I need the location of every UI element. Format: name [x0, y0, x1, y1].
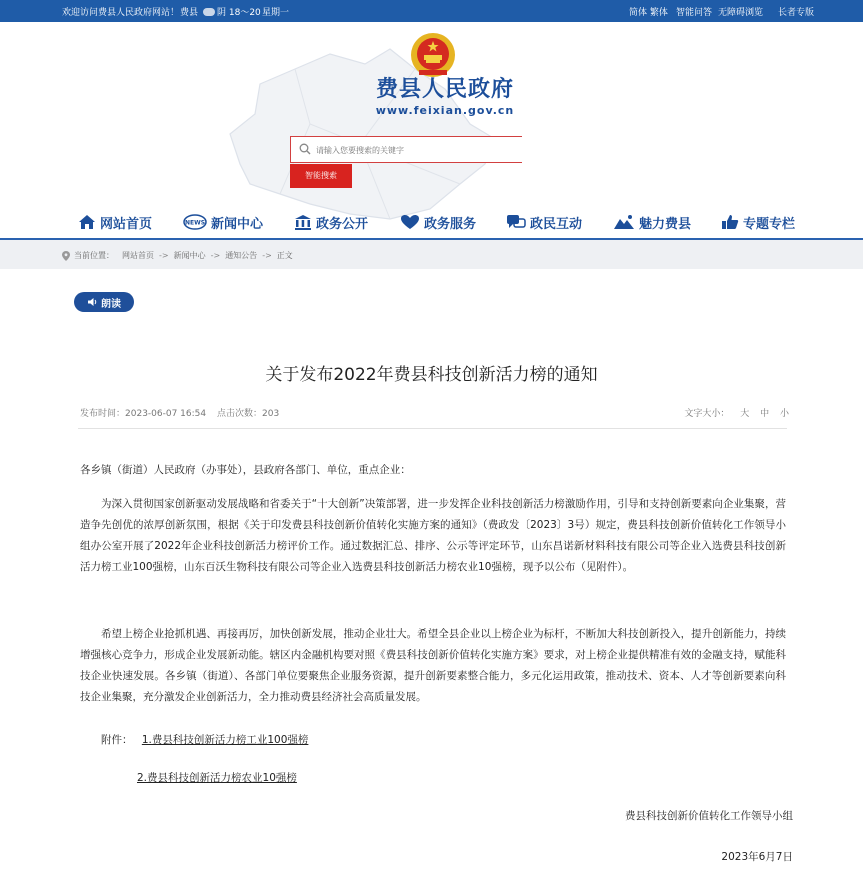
- elder-version-link[interactable]: 长者专版: [778, 8, 815, 18]
- county-map-background: [200, 34, 520, 224]
- click-count-value: 203: [262, 409, 280, 419]
- article-paragraph: 希望上榜企业抢抓机遇、再接再厉，加快创新发展，推动企业壮大。希望全县企业以上榜企业为标杆，不断加大科技创新投入，提升创新能力，持续增强核心竞争力，形成企业发展新动能。辖区内金融机构要对照《费县科技创新价值转化实施方案》要求，对上榜企业提供精准有效的金融支持，赋能科技企业快速发展。各乡镇（街道）、各部门单位要聚焦企业服务资源，提升创新要素整合能力，多元化运用政策，推动技术、资本、人才等创新要素向科技企业集聚，充分激发企业创新活力，全力推动费县经济社会高质量发展。: [80, 628, 786, 703]
- font-size-medium[interactable]: 中: [760, 409, 770, 419]
- weather-text: 阴 18～20: [217, 8, 261, 18]
- click-count-label: 点击次数：: [217, 409, 263, 419]
- nav-gov-services-label: 政务服务: [424, 216, 477, 232]
- welcome-text: 欢迎访问费县人民政府网站！: [62, 8, 180, 18]
- nav-gov-affairs-open[interactable]: [294, 211, 368, 233]
- article-greeting: 各乡镇（街道）人民政府（办事处），县政府各部门、单位，重点企业：: [80, 464, 411, 476]
- sign-date: 2023年6月7日: [721, 851, 793, 863]
- nav-gov-affairs-open-label: 政务公开: [316, 216, 369, 232]
- breadcrumb-separator: ->: [262, 251, 272, 260]
- publish-time: [80, 409, 206, 419]
- top-bar: [0, 0, 863, 22]
- article-meta: [80, 406, 287, 419]
- font-size-control: [684, 406, 789, 419]
- publish-time-value: 2023-06-07 16:54: [125, 409, 207, 419]
- font-size-small[interactable]: 小: [779, 409, 789, 419]
- nav-home[interactable]: [78, 211, 152, 233]
- main-nav: [0, 205, 863, 240]
- breadcrumb-label: 当前位置：: [74, 251, 114, 260]
- site-title: 费县人民政府: [375, 77, 514, 102]
- svg-text:NEWS: NEWS: [184, 219, 206, 227]
- font-size-large[interactable]: 大: [740, 409, 750, 419]
- attachment-line: [137, 770, 297, 785]
- read-aloud-button[interactable]: [74, 292, 134, 312]
- breadcrumb-notices[interactable]: 通知公告: [225, 251, 258, 260]
- nav-charm-feixian-label: 魅力费县: [639, 216, 692, 232]
- lang-switch-link[interactable]: 简体 繁体: [629, 8, 668, 18]
- breadcrumb-separator: ->: [210, 251, 221, 260]
- attachment-link-industry[interactable]: 1.费县科技创新活力榜工业100强榜: [141, 734, 309, 746]
- signature: 费县科技创新价值转化工作领导小组: [625, 810, 793, 822]
- breadcrumb-home[interactable]: 网站首页: [122, 251, 154, 260]
- article-title: 关于发布2022年费县科技创新活力榜的通知: [265, 365, 598, 385]
- nav-interaction-label: 政民互动: [530, 216, 583, 232]
- smart-qa-link[interactable]: 智能问答: [676, 8, 713, 18]
- nav-news-label: 新闻中心: [211, 216, 264, 232]
- nav-interaction[interactable]: [506, 211, 582, 233]
- nav-news[interactable]: [183, 211, 263, 233]
- attachment-label: 附件：: [101, 734, 133, 746]
- site-header: [0, 22, 863, 240]
- news-icon: [183, 214, 207, 230]
- breadcrumb-current: 正文: [276, 251, 293, 260]
- nav-special-topics[interactable]: [721, 211, 795, 233]
- meta-divider: [78, 428, 787, 429]
- location-pin-icon: [62, 251, 70, 261]
- building-icon: [294, 214, 312, 230]
- city-text: 费县: [180, 8, 199, 18]
- breadcrumb-separator: ->: [159, 251, 169, 260]
- publish-time-label: 发布时间：: [80, 409, 126, 419]
- nav-gov-services[interactable]: [400, 211, 476, 233]
- search-icon: [299, 143, 311, 155]
- chat-icon: [506, 214, 526, 230]
- nav-home-label: 网站首页: [100, 216, 153, 232]
- search-box[interactable]: [290, 136, 522, 163]
- nav-special-topics-label: 专题专栏: [743, 216, 796, 232]
- attachment-link-agriculture[interactable]: 2.费县科技创新活力榜农业10强榜: [137, 772, 297, 784]
- heart-hand-icon: [400, 214, 420, 230]
- thumbs-up-icon: [721, 214, 739, 230]
- weather-widget: [203, 5, 261, 18]
- click-count: [217, 409, 279, 419]
- nav-charm-feixian[interactable]: [613, 211, 691, 233]
- breadcrumb-news-center[interactable]: 新闻中心: [173, 251, 206, 260]
- search-input[interactable]: [316, 141, 516, 159]
- breadcrumb: [0, 240, 863, 269]
- scenery-icon: [613, 214, 635, 230]
- font-size-label: 文字大小：: [684, 409, 730, 419]
- attachment-line: [101, 732, 308, 747]
- weekday-text: 星期一: [262, 8, 290, 18]
- article-paragraph: 为深入贯彻国家创新驱动发展战略和省委关于“十大创新”决策部署，进一步发挥企业科技创新活力榜激励作用，引导和支持创新要素向企业集聚，营造争先创优的浓厚创新氛围，根据《关于印发费县科技创新价值转化实施方案的通知》（费政发〔2023〕3号）规定，费县科技创新价值转化工作领导小组办公室开展了2022年企业科技创新活力榜评价工作。通过数据汇总、排序、公示等评定环节，山东昌诺新材料科技有限公司等企业入选费县科技创新活力榜工业100强榜，山东百沃生物科技有限公司等企业入选费县科技创新活力榜农业10强榜，现予以公布（见附件）。: [80, 498, 786, 573]
- speaker-icon: [87, 297, 98, 307]
- accessibility-link[interactable]: 无障碍浏览: [718, 8, 764, 18]
- cloud-icon: [203, 8, 215, 16]
- read-aloud-label: 朗读: [101, 298, 121, 310]
- site-url: www.feixian.gov.cn: [375, 104, 515, 117]
- home-icon: [78, 214, 96, 230]
- smart-search-button[interactable]: 智能搜索: [290, 164, 352, 188]
